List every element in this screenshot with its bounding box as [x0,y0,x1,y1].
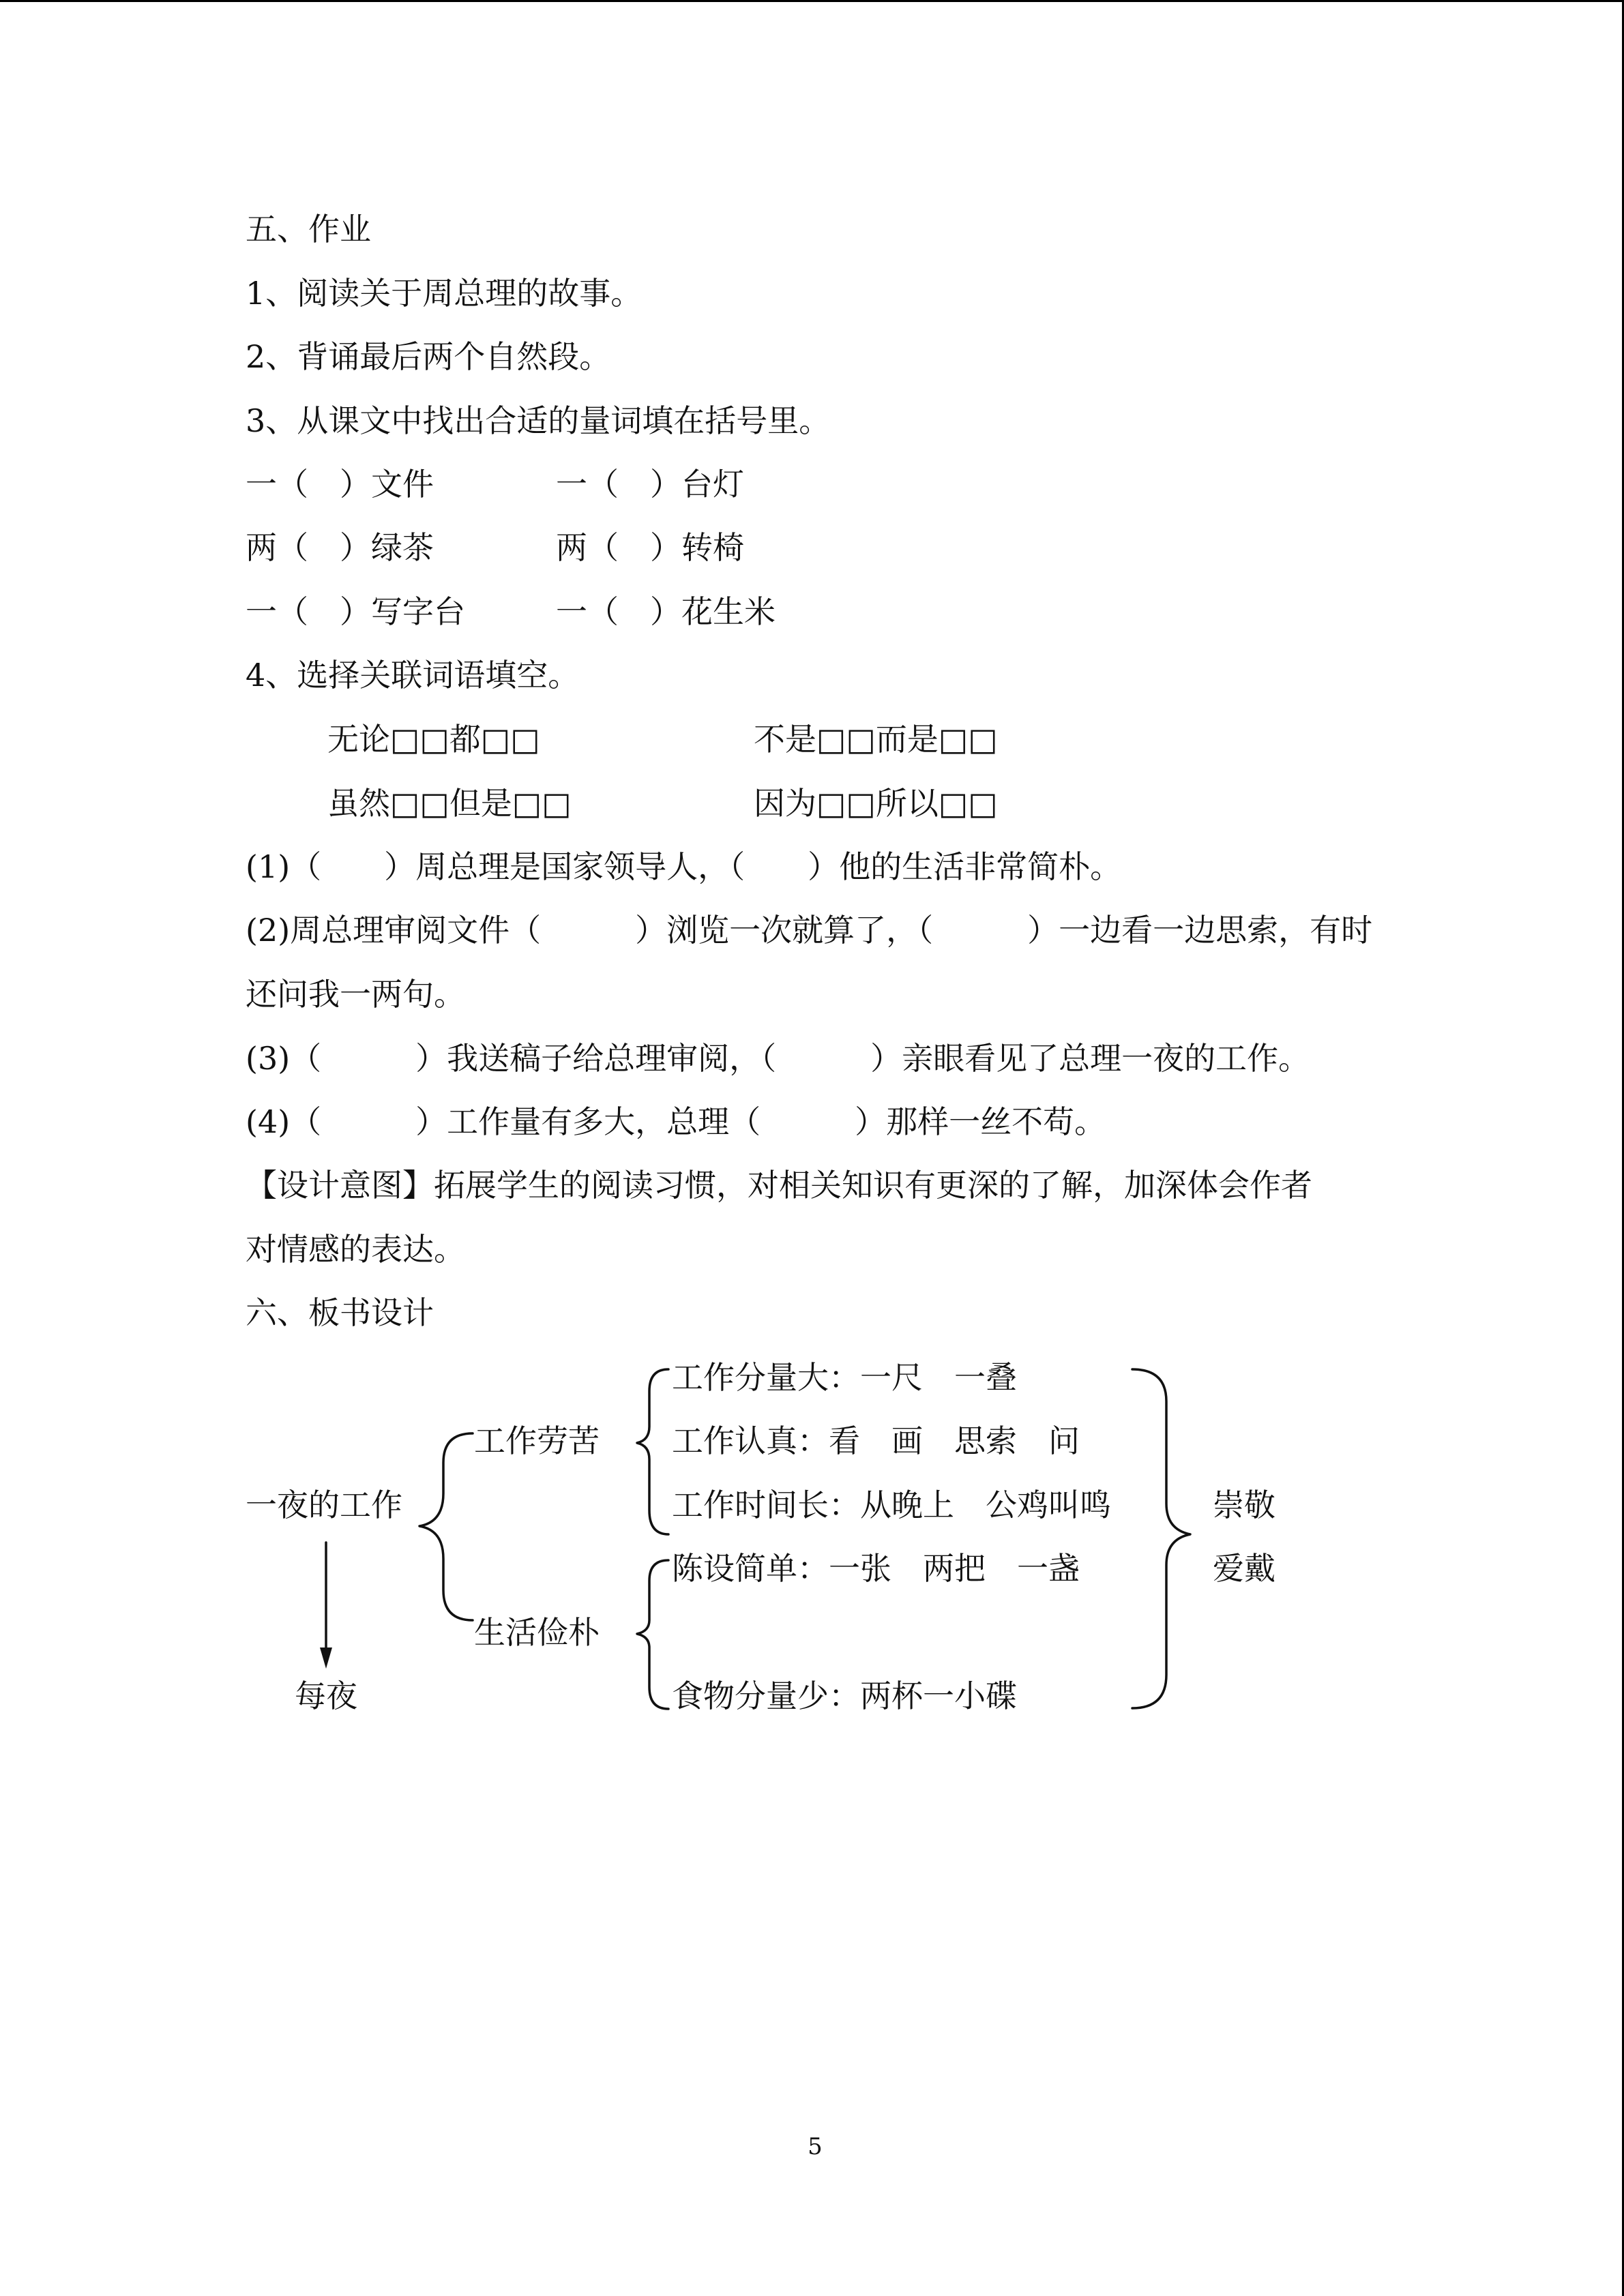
quantifier-r2-right: 两（ ）转椅 [556,529,744,566]
homework-heading: 五、作业 [246,211,371,248]
quantifier-r3-left: 一（ ）写字台 [246,593,465,630]
homework-item-2: 2、背诵最后两个自然段。 [246,338,611,375]
quantifier-r2-left: 两（ ）绿茶 [246,529,434,566]
life-detail-1: 陈设简单：一张 两把 一盏 [672,1550,1080,1587]
feeling-2: 爱戴 [1213,1550,1275,1587]
design-intent-line-1: 【设计意图】拓展学生的阅读习惯，对相关知识有更深的了解，加深体会作者 [246,1167,1312,1204]
question-4: (4)（ ）工作量有多大，总理（ ）那样一丝不苟。 [246,1103,1106,1140]
branch-life: 生活俭朴 [474,1614,600,1651]
homework-item-4: 4、选择关联词语填空。 [246,657,580,694]
quantifier-r3-right: 一（ ）花生米 [556,593,776,630]
board-root: 一夜的工作 [246,1487,402,1523]
quantifier-r1-left: 一（ ）文件 [246,466,434,503]
conjunction-1: 无论□□都□□ [327,721,540,758]
page-number: 5 [808,2133,823,2160]
life-detail-2: 食物分量少：两杯一小碟 [672,1678,1017,1714]
work-detail-2: 工作认真：看 画 思索 问 [672,1422,1080,1459]
branch-work: 工作劳苦 [474,1422,600,1459]
question-2-line-1: (2)周总理审阅文件（ ）浏览一次就算了，（ ）一边看一边思索，有时 [246,912,1373,949]
homework-item-1: 1、阅读关于周总理的故事。 [246,275,643,312]
conjunction-3: 虽然□□但是□□ [327,785,572,822]
conjunction-2: 不是□□而是□□ [754,721,998,758]
question-3: (3)（ ）我送稿子给总理审阅，（ ）亲眼看见了总理一夜的工作。 [246,1040,1310,1077]
work-detail-3: 工作时间长：从晚上 公鸡叫鸣 [672,1487,1111,1523]
homework-item-3: 3、从课文中找出合适的量词填在括号里。 [246,402,831,439]
design-intent-line-2: 对情感的表达。 [246,1231,465,1268]
quantifier-r1-right: 一（ ）台灯 [556,466,744,503]
question-2-line-2: 还问我一两句。 [246,976,465,1013]
conjunction-4: 因为□□所以□□ [754,785,998,822]
arrow-target: 每夜 [295,1678,357,1714]
work-detail-1: 工作分量大：一尺 一叠 [672,1359,1017,1396]
question-1: (1)（ ）周总理是国家领导人，（ ）他的生活非常简朴。 [246,848,1122,885]
feeling-1: 崇敬 [1213,1487,1275,1523]
board-heading: 六、板书设计 [246,1294,434,1331]
